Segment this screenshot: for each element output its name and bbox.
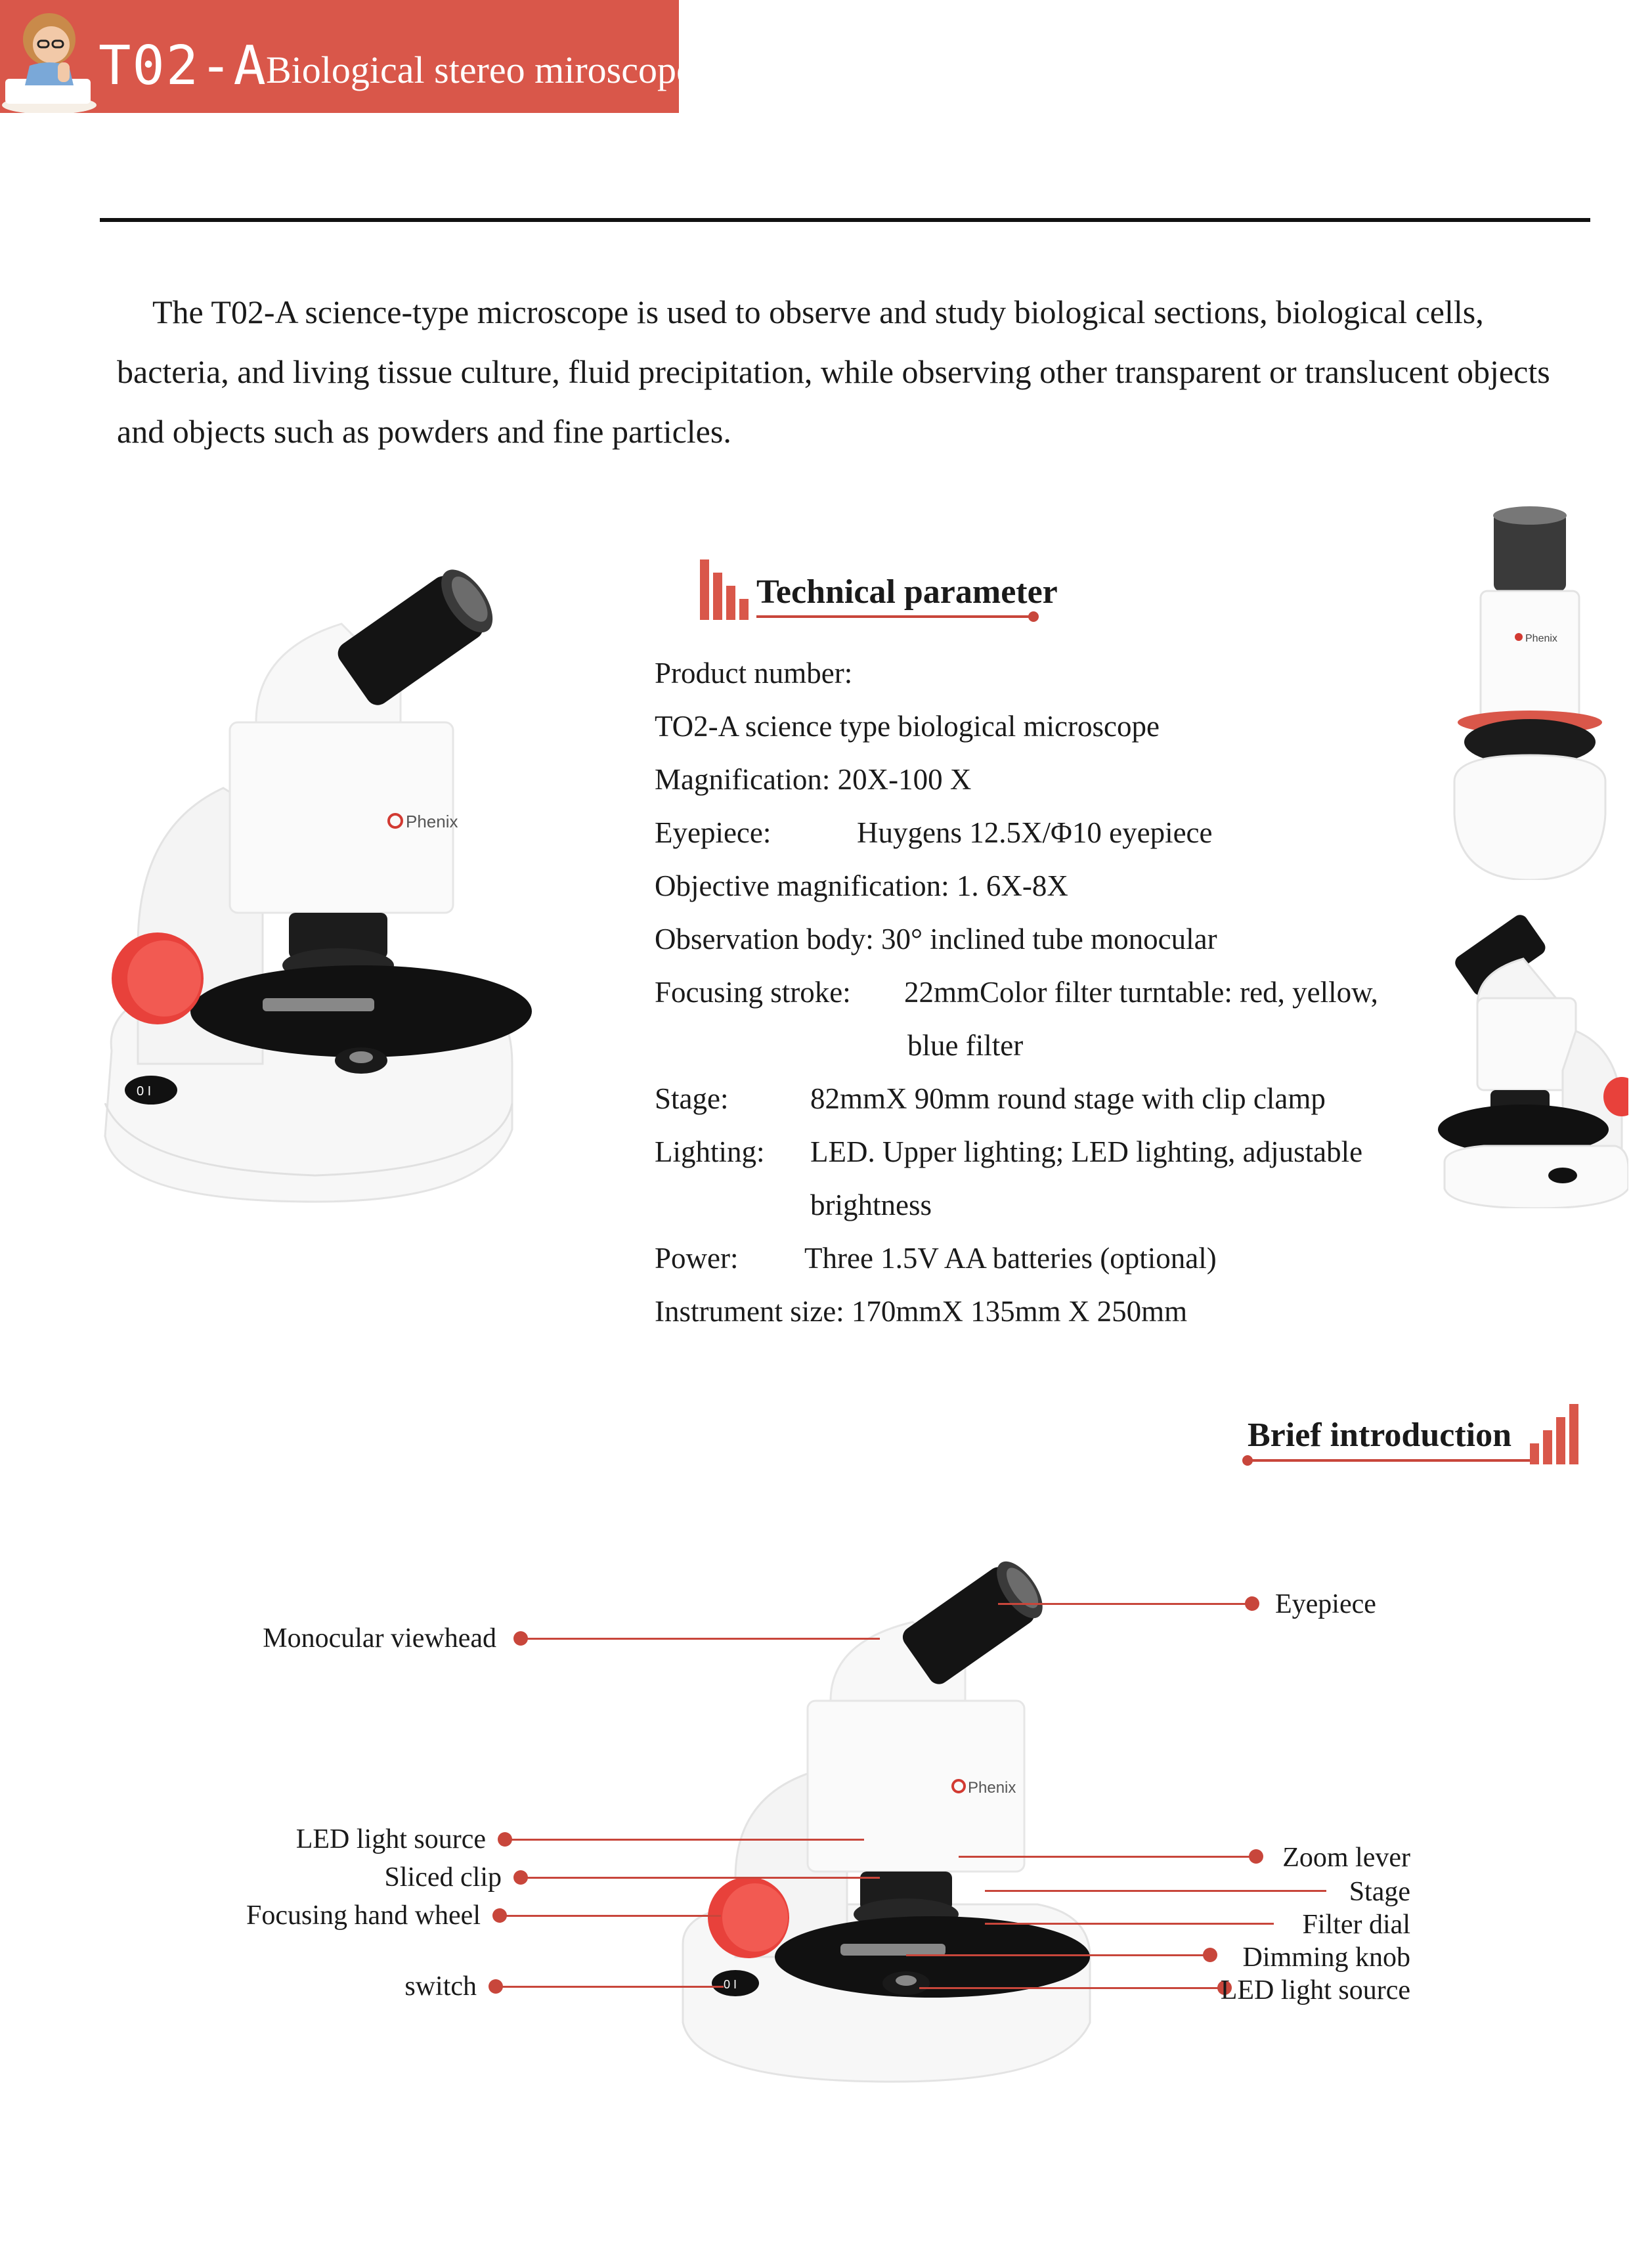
girl-reading-avatar [0, 0, 98, 113]
callout-line [525, 1638, 880, 1640]
spec-row: Product number: [655, 657, 853, 690]
brief-introduction-title: Brief introduction [1248, 1416, 1512, 1454]
underline-dot [1242, 1455, 1253, 1466]
callout-led-light-source-right: LED light source [1220, 1975, 1410, 2005]
callout-line [919, 1987, 1221, 1989]
callout-filter-dial: Filter dial [1302, 1910, 1410, 1940]
callout-dot [1245, 1596, 1259, 1611]
spec-row: blue filter [907, 1029, 1024, 1062]
microscope-diagram-photo [670, 1537, 1129, 2095]
callout-zoom-lever: Zoom lever [1282, 1843, 1410, 1873]
svg-text:0 I: 0 I [137, 1084, 152, 1099]
product-subtitle: Biological stereo miroscope [266, 49, 693, 91]
callout-dimming-knob: Dimming knob [1242, 1942, 1410, 1973]
header-divider [100, 218, 1590, 222]
bar-graph-icon [1530, 1404, 1582, 1464]
microscope-photo-main [92, 512, 538, 1208]
intro-paragraph: The T02-A science-type microscope is used to observe and study biological sections, biological cells, bacteria, and living tissue culture, fluid precipitation, while observing other transparent or translucent objects and objects such as powders and fine particles. [117, 294, 1550, 450]
spec-row: Focusing stroke: 22mmColor filter turntable: red, yellow, [655, 976, 1378, 1009]
spec-row: brightness [810, 1189, 932, 1221]
model-title: T02-A [98, 35, 267, 97]
callout-focusing-hand-wheel: Focusing hand wheel [246, 1900, 481, 1931]
microscope-photo-side [1431, 900, 1628, 1208]
callout-line [985, 1890, 1326, 1892]
spec-row: Eyepiece: Huygens 12.5X/Φ10 eyepiece [655, 816, 1213, 849]
spec-row: Observation body: 30° inclined tube monocular [655, 923, 1217, 955]
callout-sliced-clip: Sliced clip [384, 1862, 502, 1893]
bar-graph-icon [700, 559, 752, 620]
callout-line [985, 1923, 1274, 1925]
technical-parameter-title: Technical parameter [756, 573, 1058, 611]
spec-row: Magnification: 20X-100 X [655, 763, 972, 796]
callout-line [525, 1877, 880, 1879]
svg-text:Phenix: Phenix [1525, 633, 1557, 644]
callout-eyepiece: Eyepiece [1275, 1589, 1376, 1619]
callout-dot [1249, 1849, 1263, 1864]
spec-row: Objective magnification: 1. 6X-8X [655, 869, 1068, 902]
svg-text:0 I: 0 I [724, 1978, 737, 1991]
title-underline [1248, 1459, 1530, 1462]
callout-line [959, 1856, 1254, 1858]
spec-row: Lighting: LED. Upper lighting; LED lighting, adjustable [655, 1135, 1363, 1168]
callout-line [510, 1839, 864, 1841]
svg-text:Phenix: Phenix [968, 1779, 1016, 1797]
spec-list [655, 647, 1443, 1338]
title-underline [756, 615, 1032, 618]
callout-line [906, 1954, 1208, 1956]
svg-text:Phenix: Phenix [406, 812, 458, 831]
callout-dot [1203, 1948, 1217, 1962]
spec-row: TO2-A science type biological microscope [655, 710, 1160, 743]
callout-line [998, 1603, 1248, 1605]
callout-monocular-viewhead: Monocular viewhead [263, 1623, 496, 1654]
spec-row: Instrument size: 170mmX 135mm X 250mm [655, 1295, 1188, 1328]
callout-led-light-source-left: LED light source [295, 1824, 486, 1854]
spec-row: Stage: 82mmX 90mm round stage with clip clamp [655, 1082, 1326, 1115]
callout-line [504, 1915, 721, 1917]
callout-stage: Stage [1349, 1877, 1410, 1907]
spec-row: Power: Three 1.5V AA batteries (optional) [655, 1242, 1217, 1275]
underline-dot [1028, 611, 1039, 622]
callout-line [500, 1986, 724, 1988]
callout-switch: switch [404, 1971, 477, 2002]
microscope-photo-front [1445, 506, 1615, 880]
